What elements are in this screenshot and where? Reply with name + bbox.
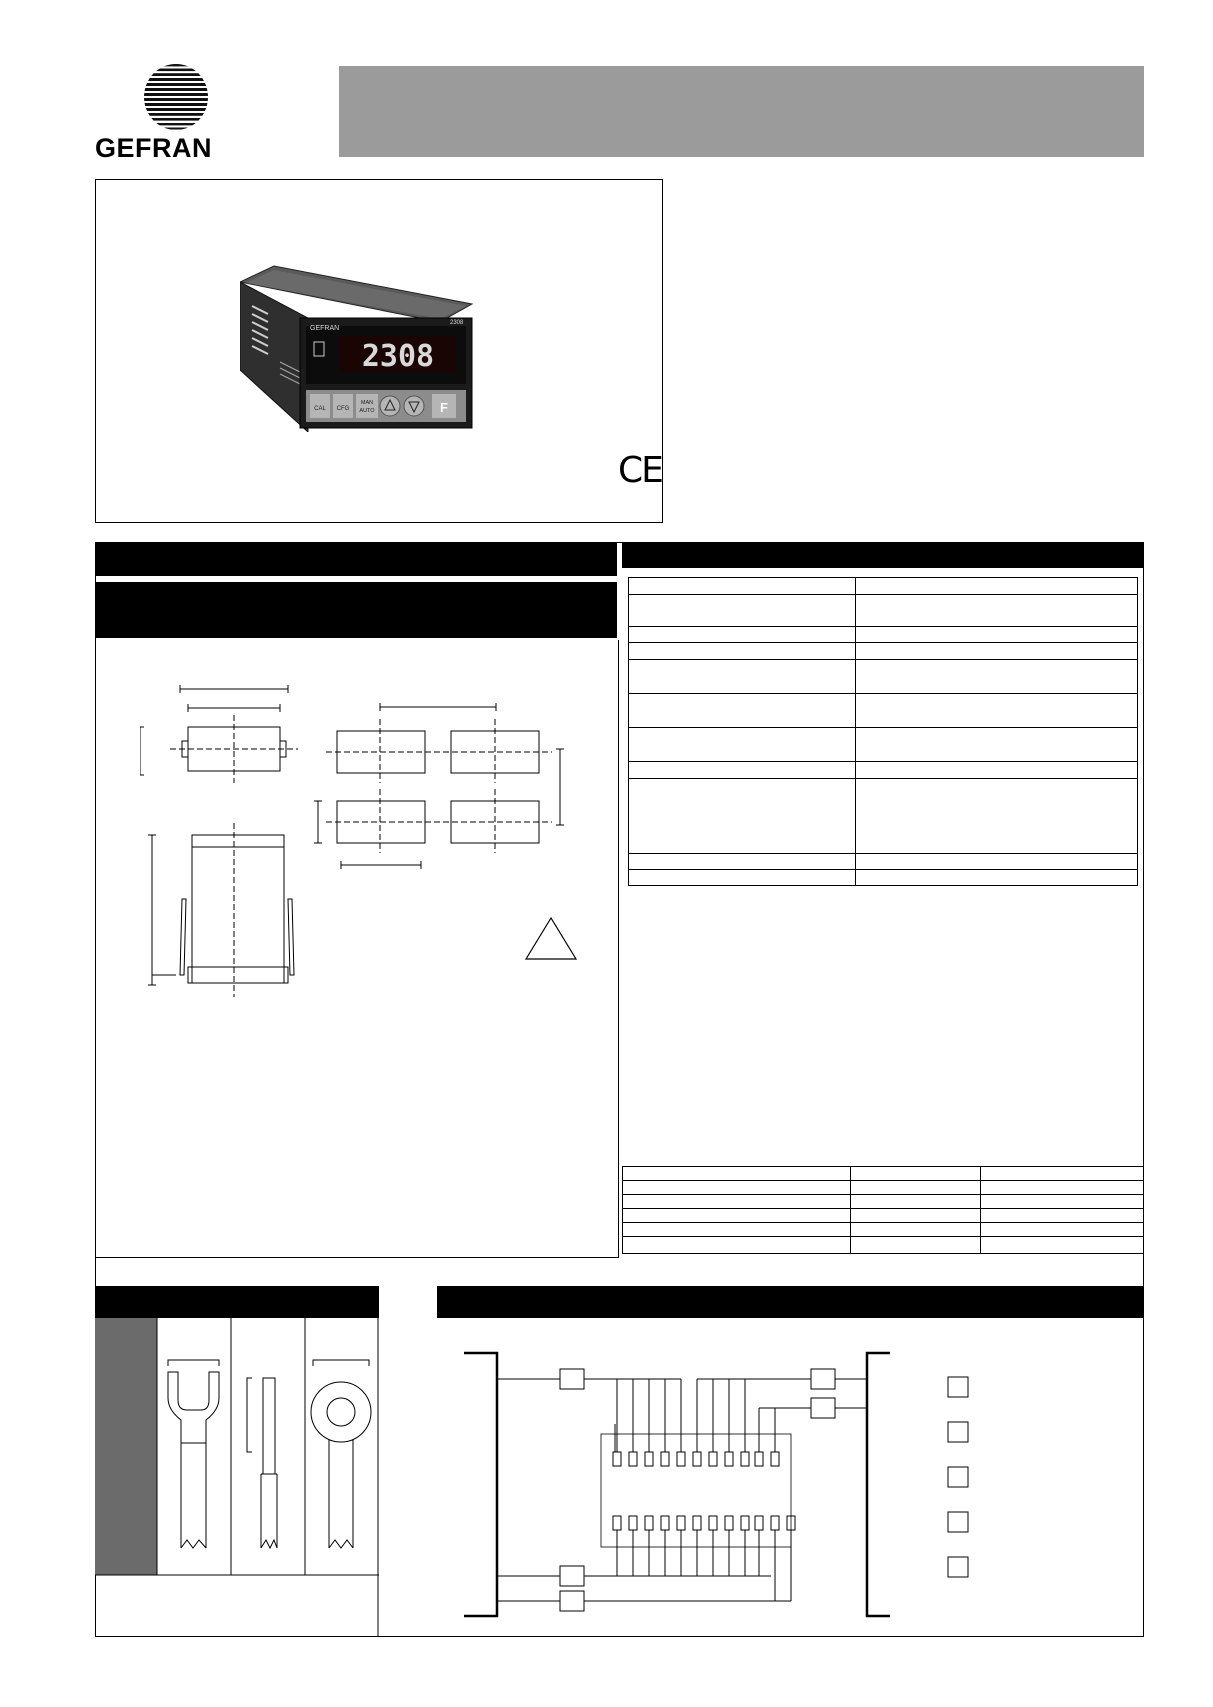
gefran-logo-wordmark: GEFRAN bbox=[95, 133, 212, 163]
dimensions-drawing bbox=[140, 675, 590, 1015]
svg-text:MAN: MAN bbox=[360, 400, 374, 406]
technical-data-header bbox=[622, 542, 1144, 568]
dimensions-section-header bbox=[95, 542, 617, 576]
bezel-model: 2308 bbox=[450, 320, 464, 326]
terminals-header bbox=[95, 1286, 379, 1318]
gefran-logo-mark bbox=[130, 62, 222, 132]
controller-2308-image bbox=[240, 262, 485, 432]
svg-text:CFG: CFG bbox=[336, 406, 350, 412]
display-digits: 2308 bbox=[361, 339, 435, 374]
title-banner bbox=[339, 66, 1144, 157]
ce-certification-mark: CE bbox=[618, 450, 662, 491]
svg-text:CAL: CAL bbox=[314, 406, 326, 412]
dimensions-subheader bbox=[95, 582, 617, 638]
cable-terminal-types bbox=[95, 1318, 379, 1637]
connections-header bbox=[437, 1286, 1144, 1318]
bezel-brand: GEFRAN bbox=[310, 325, 340, 332]
svg-text:AUTO: AUTO bbox=[359, 408, 375, 414]
connection-diagram bbox=[437, 1318, 1143, 1637]
ordering-table bbox=[622, 1166, 1144, 1254]
technical-data-table bbox=[628, 577, 1138, 886]
svg-text:F: F bbox=[440, 400, 448, 415]
